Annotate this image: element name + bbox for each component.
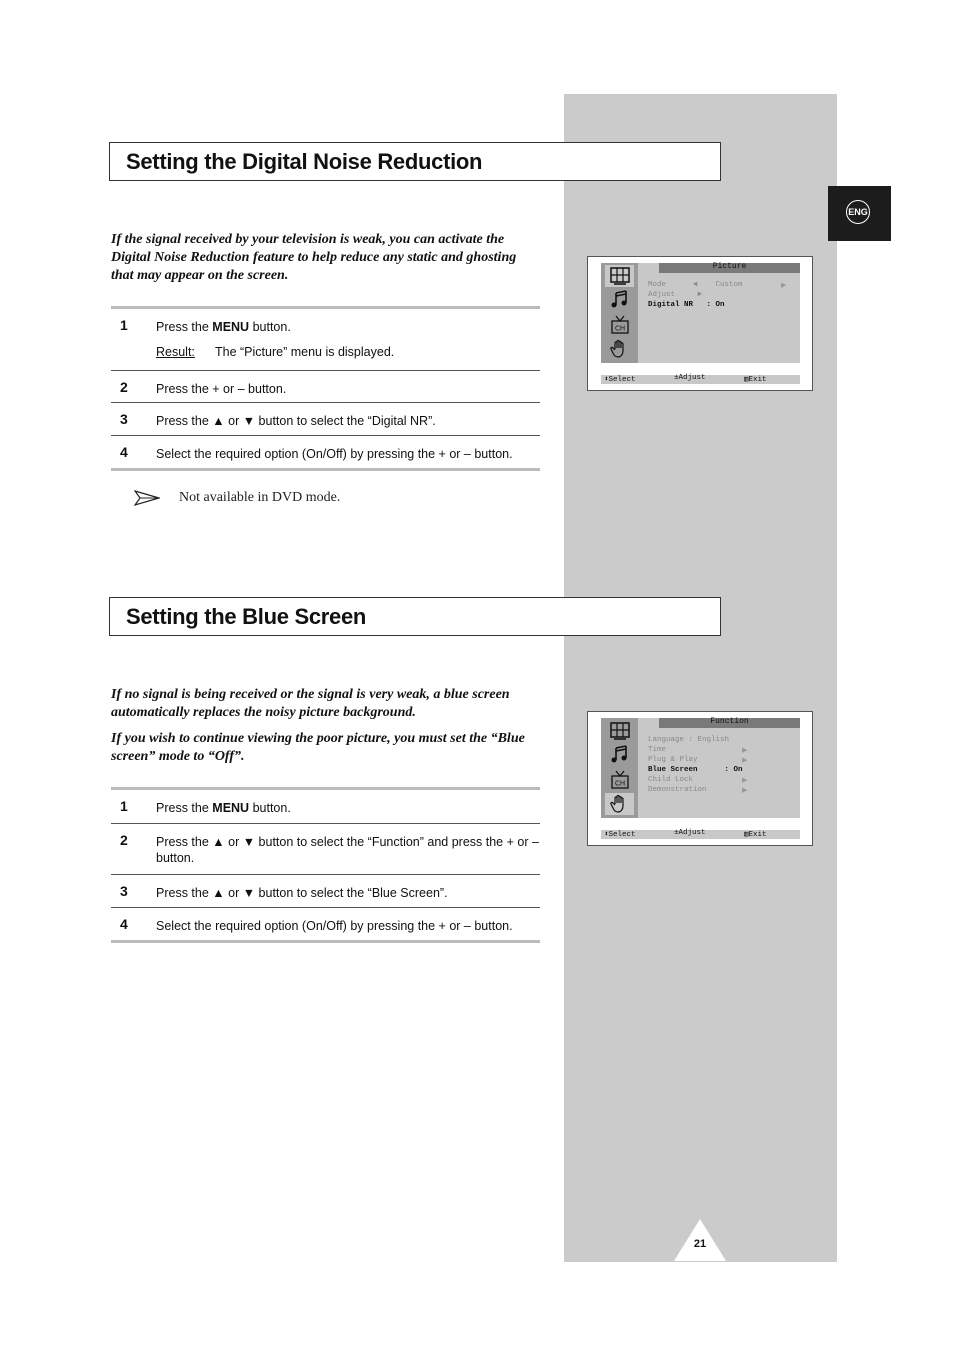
- osd-title: Picture: [712, 262, 747, 271]
- osd-hint-bar: [601, 830, 800, 839]
- osd-row: Language : English: [648, 736, 730, 744]
- step-number: 2: [120, 379, 128, 395]
- step-text: Press the ▲ or ▼ button to select the “Blue Screen”.: [156, 886, 448, 900]
- step-number: 2: [120, 832, 128, 848]
- step-number: 1: [120, 798, 128, 814]
- svg-text:CH: CH: [614, 780, 625, 788]
- osd-row: Mode ◄ Custom: [648, 281, 743, 289]
- step-text: Select the required option (On/Off) by pressing the + or – button.: [156, 447, 513, 461]
- osd-row: Plug & Play: [648, 756, 698, 764]
- step-text: Select the required option (On/Off) by pressing the + or – button.: [156, 919, 513, 933]
- right-arrow-icon: ▶: [742, 747, 748, 754]
- section2-intro-1: If no signal is being received or the signal is very weak, a blue screen automatically replaces the noisy picture background.: [111, 687, 510, 720]
- step-text: Press the ▲ or ▼ button to select the “Function” and press the + or – button.: [156, 835, 539, 865]
- osd-row-active: Digital NR : On: [648, 301, 725, 309]
- step-result: [156, 345, 395, 359]
- step-row: [111, 309, 540, 370]
- function-hand-icon: [605, 338, 634, 360]
- page-number: 21: [693, 1238, 707, 1250]
- language-tab: [828, 186, 891, 241]
- section2-intro-2: If you wish to continue viewing the poor picture, you must set the “Blue screen” mode to “Off”.: [111, 731, 525, 764]
- right-arrow-icon: ▶: [781, 282, 787, 289]
- right-arrow-icon: ▶: [742, 787, 748, 794]
- right-arrow-icon: ▶: [742, 777, 748, 784]
- step-text: Press the + or – button.: [156, 382, 287, 396]
- language-tab-label: ENG: [846, 200, 870, 224]
- osd-row: Adjust ►: [648, 291, 703, 299]
- step-number: 4: [120, 444, 128, 460]
- step-row: [111, 874, 540, 907]
- step-text: Press the MENU button.: [156, 320, 291, 334]
- step-number: 4: [120, 916, 128, 932]
- osd-row: Demonstration: [648, 786, 707, 794]
- result-text: The “Picture” menu is displayed.: [215, 345, 395, 359]
- step-row: [111, 823, 540, 874]
- channel-icon: [605, 314, 634, 336]
- picture-icon: [605, 720, 634, 742]
- osd-hint-bar: [601, 375, 800, 384]
- sound-icon: [605, 289, 634, 311]
- step-row: [111, 790, 540, 823]
- section2-title: Setting the Blue Screen: [126, 604, 367, 629]
- adjust-hint: ±Adjust: [674, 374, 706, 382]
- step-number: 1: [120, 317, 128, 333]
- step-row: [111, 435, 540, 468]
- channel-icon: [605, 769, 634, 791]
- step-row: [111, 370, 540, 402]
- exit-hint: ▥Exit: [744, 831, 767, 839]
- section1-intro: If the signal received by your television is weak, you can activate the Digital Noise Reduction feature to help reduce any static and ghosting that may appear on the screen.: [111, 232, 517, 283]
- osd-row: Child Lock: [648, 776, 694, 784]
- section2-title-box: [109, 597, 721, 636]
- picture-icon: [605, 265, 634, 287]
- osd-picture-menu: [587, 256, 813, 391]
- osd-title: Function: [710, 717, 749, 726]
- osd-icon-column: [601, 718, 638, 818]
- step-number: 3: [120, 883, 128, 899]
- osd-row: Time: [648, 746, 667, 754]
- section1-steps: [111, 306, 540, 471]
- function-hand-icon: [605, 793, 634, 815]
- note-text: Not available in DVD mode.: [179, 490, 341, 505]
- section2-steps: [111, 787, 540, 943]
- select-hint: ⬍Select: [604, 831, 636, 839]
- right-arrow-icon: ▶: [742, 757, 748, 764]
- step-number: 3: [120, 411, 128, 427]
- result-label: Result:: [156, 345, 195, 359]
- section1-title-box: [109, 142, 721, 181]
- arrow-note-icon: [134, 490, 160, 506]
- svg-text:CH: CH: [614, 325, 625, 333]
- section1-title: Setting the Digital Noise Reduction: [126, 149, 483, 174]
- step-text: Press the MENU button.: [156, 801, 291, 815]
- select-hint: ⬍Select: [604, 376, 636, 384]
- osd-icon-column: [601, 263, 638, 363]
- step-row: [111, 402, 540, 435]
- adjust-hint: ±Adjust: [674, 829, 706, 837]
- sound-icon: [605, 744, 634, 766]
- exit-hint: ▥Exit: [744, 376, 767, 384]
- osd-row-active: Blue Screen : On: [648, 766, 743, 774]
- osd-function-menu: [587, 711, 813, 846]
- step-text: Press the ▲ or ▼ button to select the “Digital NR”.: [156, 414, 436, 428]
- step-row: [111, 907, 540, 940]
